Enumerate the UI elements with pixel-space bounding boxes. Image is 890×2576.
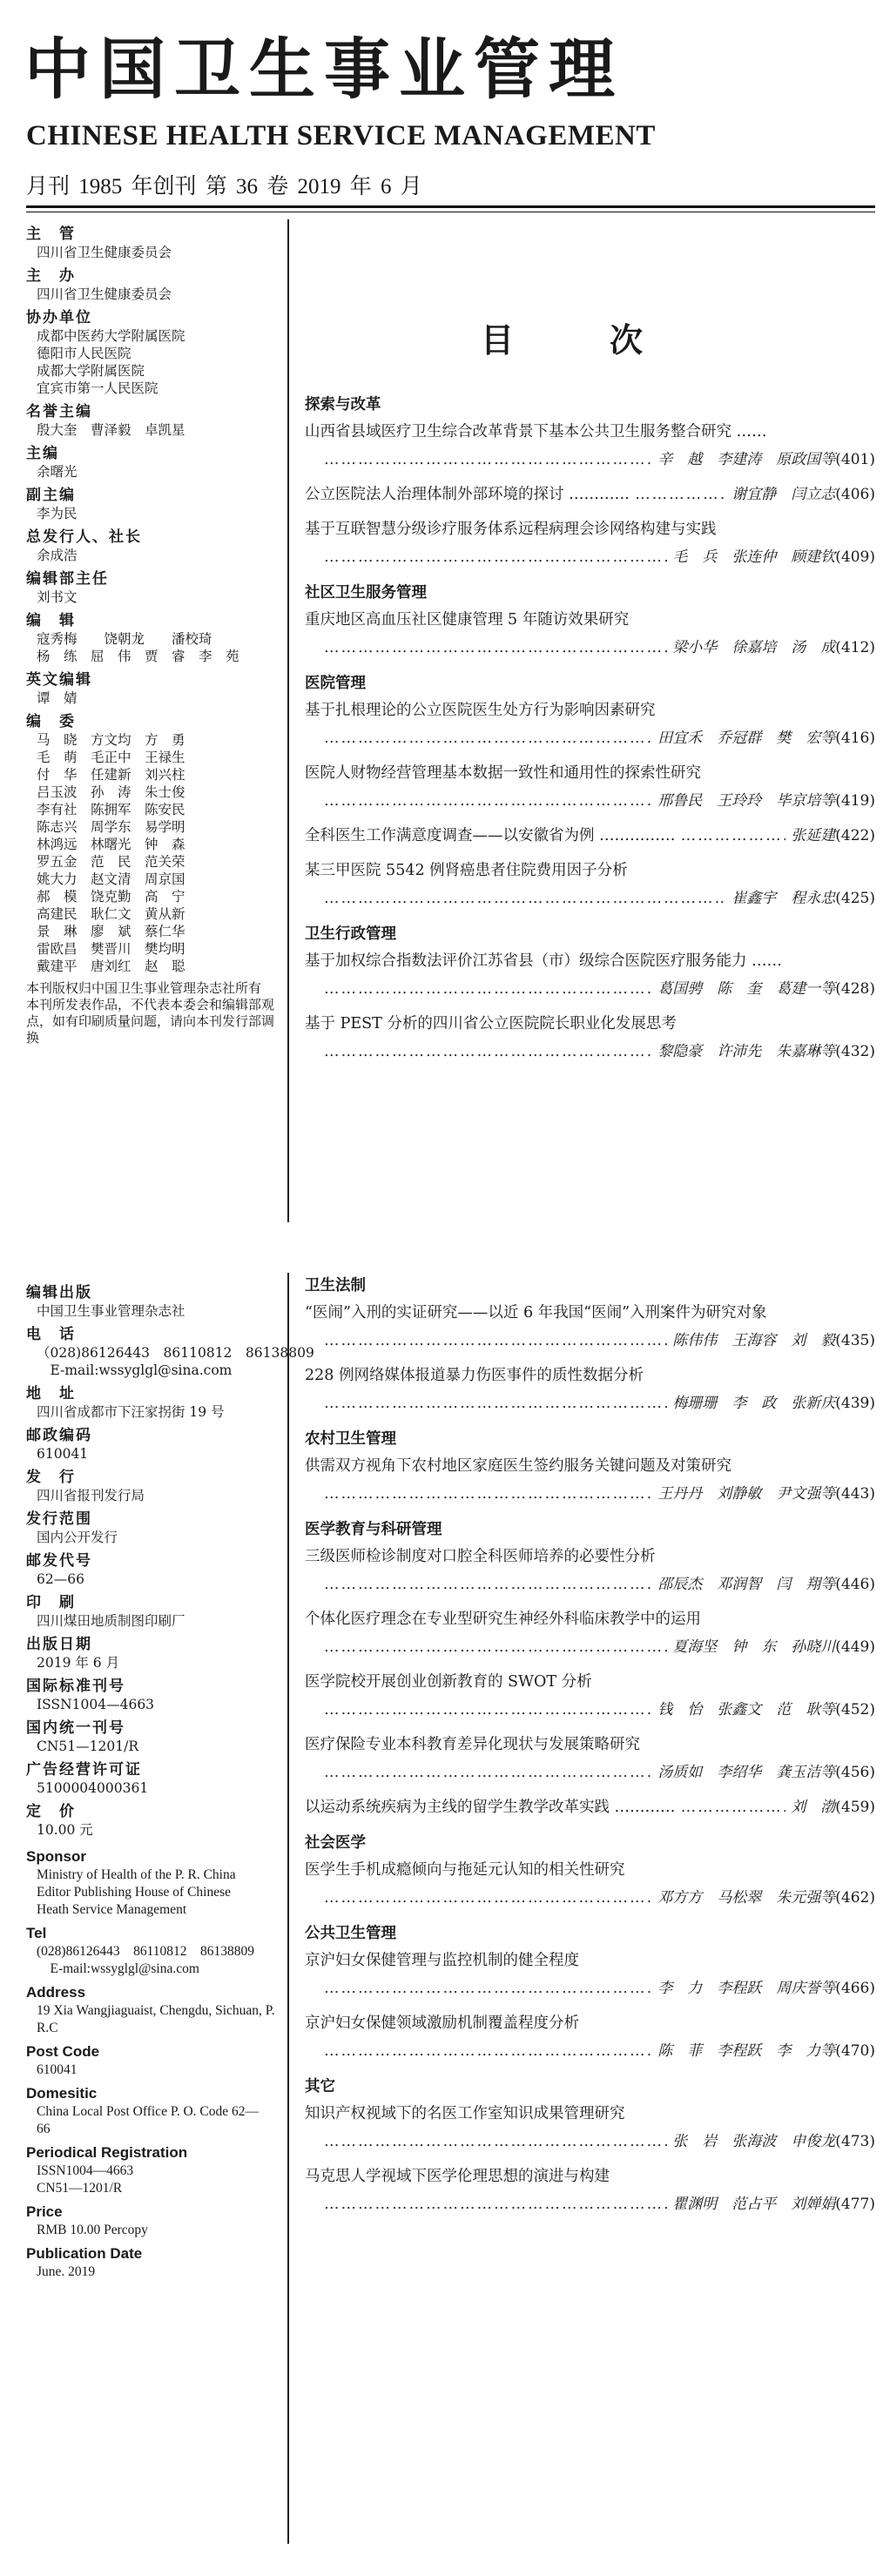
toc-section-heading: 探索与改革 <box>305 396 381 414</box>
toc-entry-page: (470) <box>835 2042 875 2060</box>
toc-entry-title: 228 例网络媒体报道暴力伤医事件的质性数据分析 <box>305 1367 644 1384</box>
toc-entry[interactable] <box>305 418 875 474</box>
toc-entry[interactable] <box>305 1668 875 1724</box>
masthead-value: 刘书文 <box>37 589 78 605</box>
masthead-section <box>26 1677 280 1713</box>
toc-entry[interactable] <box>305 1543 875 1598</box>
masthead-heading: Sponsor <box>26 1848 86 1865</box>
toc-entry-byline <box>305 1884 875 1912</box>
toc-entry[interactable] <box>305 481 875 508</box>
masthead-value: 四川省卫生健康委员会 <box>37 245 172 260</box>
toc-entry[interactable] <box>305 606 875 662</box>
toc-entry-authors: 邓方方 马松翠 朱元强等 <box>657 1889 836 1907</box>
toc-entry-authors: 梅珊珊 李 政 张新庆 <box>672 1395 836 1412</box>
toc-section-heading: 农村卫生管理 <box>305 1430 396 1448</box>
toc-entry-page: (462) <box>835 1889 875 1907</box>
toc-bottom <box>305 1273 875 2225</box>
leader-dots <box>305 1633 667 1661</box>
masthead-value: (028)86126443 86110812 86138809 <box>37 1944 254 1959</box>
toc-entry-authors: 田宜禾 乔冠群 樊 宏等 <box>657 730 836 747</box>
leader-dots <box>305 724 652 752</box>
leader-dots <box>305 787 652 815</box>
toc-entry-page: (416) <box>835 730 875 747</box>
toc-entry[interactable] <box>305 1947 875 2002</box>
toc-entry-title: 医学院校开展创业创新教育的 SWOT 分析 <box>305 1673 592 1691</box>
masthead-value: 陈志兴 周学东 易学明 <box>37 819 185 835</box>
leader-dots <box>305 1974 652 2002</box>
copyright-note: 本刊版权归中国卫生事业管理杂志社所有 本刊所发表作品，不代表本委会和编辑部观点，如有印刷质量问题，请向本刊发行部调换 <box>26 980 275 1046</box>
masthead-value: CN51—1201/R <box>37 2181 123 2196</box>
toc-entry-authors: 李 力 李程跃 周庆誉等 <box>657 1980 836 1997</box>
masthead-heading: 发行范围 <box>26 1510 92 1528</box>
masthead-value: 610041 <box>37 1446 89 1462</box>
masthead-section <box>26 1283 280 1320</box>
toc-entry[interactable] <box>305 1452 875 1508</box>
masthead-section <box>26 1635 280 1671</box>
masthead-section <box>26 266 280 303</box>
masthead-value: 毛 萌 毛正中 王禄生 <box>37 750 185 765</box>
masthead-heading: 定 价 <box>26 1803 76 1820</box>
toc-entry[interactable] <box>305 1010 875 1066</box>
masthead-heading: 发 行 <box>26 1469 76 1486</box>
toc-entry-byline <box>305 634 875 662</box>
toc-entry-authors: 王丹丹 刘静敏 尹文强等 <box>657 1485 836 1503</box>
masthead-value: 余曙光 <box>37 464 78 480</box>
masthead-value: 610041 <box>37 2062 78 2077</box>
masthead-value: 66 <box>37 2122 51 2136</box>
toc-entry-title: 京沪妇女保健管理与监控机制的健全程度 <box>305 1952 579 1969</box>
masthead-section <box>26 402 280 439</box>
toc-entry[interactable] <box>305 1856 875 1912</box>
toc-entry[interactable] <box>305 947 875 1003</box>
masthead-value: 谭 婧 <box>37 690 78 706</box>
toc-entry-byline <box>305 787 875 815</box>
toc-entry-title: 个体化医疗理念在专业型研究生神经外科临床教学中的运用 <box>305 1611 701 1628</box>
toc-entry-page: (419) <box>835 792 875 810</box>
leader-dots <box>305 446 652 474</box>
masthead-value: 吕玉波 孙 涛 朱士俊 <box>37 784 185 800</box>
masthead-section <box>26 2244 280 2281</box>
toc-entry-authors: 谢宜静 闫立志 <box>732 486 836 503</box>
toc-entry-byline <box>305 2037 875 2065</box>
masthead-value: 成都大学附属医院 <box>37 363 145 379</box>
masthead-value: 2019 年 6 月 <box>37 1655 120 1671</box>
masthead-heading: Price <box>26 2203 63 2220</box>
leader-dots <box>305 1759 652 1786</box>
masthead-heading: 主编 <box>26 445 59 462</box>
toc-entry-page: (443) <box>835 1485 875 1503</box>
toc-entry-title: 山西省县域医疗卫生综合改革背景下基本公共卫生服务整合研究 …… <box>305 423 767 441</box>
toc-entry-page: (456) <box>835 1764 875 1781</box>
masthead-heading: 地 址 <box>26 1385 76 1402</box>
masthead-section <box>26 1924 280 1978</box>
toc-entry-authors: 陈 菲 李程跃 李 力等 <box>657 2042 836 2060</box>
toc-entry-line <box>305 481 875 508</box>
toc-entry-byline <box>305 884 875 912</box>
leader-dots <box>305 1884 652 1912</box>
toc-entry-title: 马克思人学视域下医学伦理思想的演进与构建 <box>305 2168 610 2185</box>
masthead-heading: 编 委 <box>26 713 76 730</box>
masthead-section <box>26 670 280 707</box>
toc-entry-page: (401) <box>835 451 875 468</box>
masthead-heading: 名誉主编 <box>26 403 92 420</box>
masthead-value: 宜宾市第一人民医院 <box>37 380 158 396</box>
toc-entry-title: “医闹”入刑的实证研究——以近 6 年我国“医闹”入刑案件为研究对象 <box>305 1304 767 1322</box>
masthead-value: June. 2019 <box>37 2264 96 2279</box>
masthead-heading: Address <box>26 1984 86 2001</box>
toc-entry[interactable] <box>305 1299 875 1355</box>
leader-dots <box>305 1389 667 1417</box>
masthead-value: 雷欧昌 樊晋川 樊均明 <box>37 941 185 957</box>
toc-entry-byline <box>305 446 875 474</box>
toc-entry[interactable] <box>305 1362 875 1417</box>
masthead-heading: 主 办 <box>26 267 76 285</box>
masthead-section <box>26 569 280 606</box>
masthead-section <box>26 486 280 522</box>
masthead-heading: 总发行人、社长 <box>26 528 142 546</box>
masthead-value: E-mail:wssyglgl@sina.com <box>37 1961 199 1976</box>
masthead-section <box>26 2084 280 2138</box>
toc-entry-page: (466) <box>835 1980 875 1997</box>
masthead-value: 10.00 元 <box>37 1822 93 1838</box>
masthead-section <box>26 611 280 665</box>
toc-entry-title: 基于扎根理论的公立医院医生处方行为影响因素研究 <box>305 702 656 719</box>
toc-section-heading: 社会医学 <box>305 1834 366 1852</box>
masthead-value: 四川省报刊发行局 <box>37 1488 145 1503</box>
masthead-value: China Local Post Office P. O. Code 62— <box>37 2104 260 2119</box>
toc-entry-title: 全科医生工作满意度调查——以安徽省为例 …………… <box>305 827 676 844</box>
masthead-value: 成都中医药大学附属医院 <box>37 328 185 344</box>
masthead-bottom <box>26 1283 314 2286</box>
header-rule-thick <box>26 205 875 208</box>
masthead-heading: 邮政编码 <box>26 1427 92 1444</box>
masthead-value: 四川煤田地质制图印刷厂 <box>37 1613 185 1629</box>
toc-entry-page: (439) <box>835 1395 875 1412</box>
toc-title: 目次 <box>481 321 739 360</box>
toc-entry-title: 基于互联智慧分级诊疗服务体系远程病理会诊网络构建与实践 <box>305 521 717 538</box>
masthead-heading: 出版日期 <box>26 1636 92 1653</box>
masthead-value: 四川省卫生健康委员会 <box>37 286 172 302</box>
masthead-section <box>26 1983 280 2037</box>
leader-dots <box>305 884 726 912</box>
masthead-value: 四川省成都市下汪家拐街 19 号 <box>37 1404 225 1420</box>
toc-entry-page: (428) <box>835 980 875 998</box>
masthead-heading: 印 刷 <box>26 1594 76 1611</box>
toc-entry-authors: 黎隐豪 许沛先 朱嘉琳等 <box>657 1043 836 1060</box>
toc-entry-title: 医院人财物经营管理基本数据一致性和通用性的探索性研究 <box>305 764 701 782</box>
toc-entry-title: 医疗保险专业本科教育差异化现状与发展策略研究 <box>305 1736 640 1753</box>
masthead-value: 62—66 <box>37 1571 84 1587</box>
toc-entry-page: (477) <box>835 2196 875 2213</box>
leader-dots <box>305 634 667 662</box>
masthead-value: 殷大奎 曹泽毅 卓凯星 <box>37 422 185 438</box>
toc-entry-byline <box>305 1480 875 1508</box>
toc-entry-byline <box>305 1974 875 2002</box>
toc-entry[interactable] <box>305 1731 875 1786</box>
issue-info: 月刊 1985 年创刊 第 36 卷 2019 年 6 月 <box>26 175 422 198</box>
toc-entry-authors: 崔鑫宇 程永忠 <box>732 890 836 907</box>
masthead-value: 杨 练 屈 伟 贾 睿 李 苑 <box>37 649 239 664</box>
column-divider-top <box>287 219 289 1222</box>
toc-section-heading: 医学教育与科研管理 <box>305 1521 442 1538</box>
toc-entry-byline <box>305 1696 875 1724</box>
masthead-value: （028)86126443 86110812 86138809 <box>37 1345 314 1361</box>
masthead-heading: 协办单位 <box>26 309 92 326</box>
toc-entry[interactable] <box>305 2009 875 2065</box>
toc-entry-page: (435) <box>835 1332 875 1349</box>
masthead-section <box>26 2203 280 2239</box>
masthead-section <box>26 1847 280 1919</box>
masthead-section <box>26 1468 280 1504</box>
masthead-value: 德阳市人民医院 <box>37 346 131 361</box>
toc-entry-title: 医学生手机成瘾倾向与拖延元认知的相关性研究 <box>305 1861 625 1879</box>
journal-title-cn: 中国卫生事业管理 <box>24 30 624 108</box>
masthead-section <box>26 1760 280 1797</box>
leader-dots <box>305 543 667 571</box>
masthead-value: Editor Publishing House of Chinese <box>37 1885 232 1900</box>
leader-dots <box>676 822 786 850</box>
toc-entry-title: 知识产权视域下的名医工作室知识成果管理研究 <box>305 2105 625 2122</box>
masthead-value: 19 Xia Wangjiaguaist, Chengdu, Sichuan, P. <box>37 2003 275 2018</box>
toc-entry[interactable] <box>305 822 875 850</box>
masthead-value: 中国卫生事业管理杂志社 <box>37 1303 185 1319</box>
toc-entry-authors: 邵辰杰 邓润智 闫 翔等 <box>657 1576 836 1593</box>
masthead-section <box>26 712 280 975</box>
column-divider-bottom <box>287 1273 289 2544</box>
toc-entry-page: (406) <box>835 486 875 503</box>
toc-entry-title: 基于加权综合指数法评价江苏省县（市）级综合医院医疗服务能力 …… <box>305 952 783 970</box>
masthead-section <box>26 1510 280 1546</box>
masthead-heading: 编辑部主任 <box>26 570 109 588</box>
toc-entry[interactable] <box>305 2100 875 2156</box>
masthead-heading: Tel <box>26 1925 47 1941</box>
masthead-section <box>26 1325 314 1379</box>
masthead-value: 寇秀梅 饶朝龙 潘校琦 <box>37 631 212 647</box>
toc-entry-line <box>305 822 875 850</box>
toc-entry-byline <box>305 1038 875 1066</box>
masthead-value: Ministry of Health of the P. R. China <box>37 1867 236 1882</box>
toc-entry-authors: 汤质如 李绍华 龚玉洁等 <box>657 1764 836 1781</box>
toc-entry-authors: 瞿渊明 范占平 刘婵娟 <box>672 2196 836 2213</box>
masthead-value: 5100004000361 <box>37 1780 149 1796</box>
toc-entry-line <box>305 1793 875 1821</box>
toc-entry-authors: 毛 兵 张连仲 顾建钦 <box>672 548 836 566</box>
journal-title-en: CHINESE HEALTH SERVICE MANAGEMENT <box>26 120 656 151</box>
toc-entry-title: 某三甲医院 5542 例肾癌患者住院费用因子分析 <box>305 862 628 879</box>
toc-entry-title: 以运动系统疾病为主线的留学生教学改革实践 ………… <box>305 1799 676 1816</box>
masthead-value: R.C <box>37 2021 58 2035</box>
toc-entry-page: (452) <box>835 1701 875 1718</box>
masthead-value: ISSN1004—4663 <box>37 2163 134 2178</box>
masthead-section <box>26 1426 280 1463</box>
masthead-section <box>26 1551 280 1588</box>
leader-dots <box>305 1038 652 1066</box>
toc-entry-authors: 梁小华 徐嘉培 汤 成 <box>672 639 836 656</box>
toc-entry-byline <box>305 1633 875 1661</box>
toc-entry-authors: 邢鲁民 王玲玲 毕京培等 <box>657 792 836 810</box>
toc-entry-authors: 夏海坚 钟 东 孙晓川 <box>672 1638 836 1656</box>
toc-section-heading: 社区卫生服务管理 <box>305 584 427 602</box>
masthead-value: RMB 10.00 Percopy <box>37 2223 148 2237</box>
toc-entry-title: 公立医院法人治理体制外部环境的探讨 ………… <box>305 486 630 503</box>
toc-entry-byline <box>305 543 875 571</box>
toc-entry-byline <box>305 1759 875 1786</box>
masthead-value: 罗五金 范 民 范关荣 <box>37 854 185 870</box>
leader-dots <box>305 1327 667 1355</box>
masthead-heading: 主 管 <box>26 225 76 243</box>
toc-entry-title: 三级医师检诊制度对口腔全科医师培养的必要性分析 <box>305 1548 656 1565</box>
masthead-heading: 电 话 <box>26 1326 76 1343</box>
toc-entry-authors: 张 岩 张海波 申俊龙 <box>672 2133 836 2150</box>
toc-entry-authors: 张延建 <box>791 827 836 844</box>
masthead-value: 高建民 耿仁文 黄从新 <box>37 906 185 922</box>
toc-entry-byline <box>305 724 875 752</box>
masthead-section <box>26 2143 280 2197</box>
masthead-value: 郝 模 饶克勤 高 宁 <box>37 889 185 905</box>
leader-dots <box>305 1696 652 1724</box>
masthead-value: 余成浩 <box>37 548 78 563</box>
masthead-value: 戴建平 唐刘红 赵 聪 <box>37 958 185 974</box>
masthead-heading: Periodical Registration <box>26 2144 188 2161</box>
toc-entry[interactable] <box>305 515 875 571</box>
toc-entry-page: (432) <box>835 1043 875 1060</box>
toc-entry-authors: 葛国骋 陈 奎 葛建一等 <box>657 980 836 998</box>
masthead-section <box>26 225 280 261</box>
masthead-heading: 编辑出版 <box>26 1284 92 1301</box>
masthead-heading: 国际标准刊号 <box>26 1678 125 1695</box>
toc-section-heading: 公共卫生管理 <box>305 1925 396 1942</box>
masthead-value: 李有社 陈拥军 陈安民 <box>37 802 185 817</box>
toc-entry-page: (409) <box>835 548 875 566</box>
masthead-section <box>26 1384 280 1421</box>
toc-entry-byline <box>305 1570 875 1598</box>
toc-entry-authors: 辛 越 李建涛 原政国等 <box>657 451 836 468</box>
masthead-heading: 广告经营许可证 <box>26 1761 142 1779</box>
masthead-heading: Domesitic <box>26 2085 98 2102</box>
toc-entry-title: 重庆地区高血压社区健康管理 5 年随访效果研究 <box>305 611 630 629</box>
toc-entry-page: (449) <box>835 1638 875 1656</box>
toc-entry-byline <box>305 1389 875 1417</box>
toc-section-heading: 医院管理 <box>305 675 366 692</box>
toc-entry-byline <box>305 2128 875 2156</box>
toc-entry-page: (412) <box>835 639 875 656</box>
masthead-top <box>26 225 280 1046</box>
toc-entry-title: 供需双方视角下农村地区家庭医生签约服务关键问题及对策研究 <box>305 1457 732 1475</box>
toc-entry-page: (422) <box>835 827 875 844</box>
toc-entry-byline <box>305 1327 875 1355</box>
toc-entry[interactable] <box>305 1605 875 1661</box>
masthead-heading: 英文编辑 <box>26 671 92 689</box>
masthead-heading: Post Code <box>26 2043 100 2060</box>
leader-dots <box>305 1480 652 1508</box>
masthead-value: 林鸿远 林曙光 钟 森 <box>37 837 185 852</box>
toc-section-heading: 其它 <box>305 2078 335 2095</box>
masthead-heading: 邮发代号 <box>26 1552 92 1570</box>
masthead-heading: Publication Date <box>26 2245 143 2262</box>
toc-entry-authors: 陈伟伟 王海容 刘 毅 <box>672 1332 836 1349</box>
masthead-section <box>26 444 280 481</box>
toc-entry-page: (473) <box>835 2133 875 2150</box>
masthead-section <box>26 1802 280 1839</box>
toc-section-heading: 卫生行政管理 <box>305 925 396 943</box>
toc-entry-page: (459) <box>835 1799 875 1816</box>
toc-entry-title: 京沪妇女保健领域激励机制覆盖程度分析 <box>305 2014 579 2032</box>
toc-section-heading: 卫生法制 <box>305 1277 366 1295</box>
masthead-value: E-mail:wssyglgl@sina.com <box>37 1362 233 1378</box>
masthead-value: 姚大力 赵文清 周京国 <box>37 871 185 887</box>
leader-dots <box>305 1570 652 1598</box>
leader-dots <box>305 975 652 1003</box>
toc-entry[interactable] <box>305 696 875 752</box>
masthead-section <box>26 308 280 397</box>
toc-entry-page: (425) <box>835 890 875 907</box>
masthead-section <box>26 2042 280 2079</box>
masthead-heading: 编 辑 <box>26 612 76 629</box>
toc-entry[interactable] <box>305 857 875 912</box>
toc-entry-byline <box>305 975 875 1003</box>
toc-entry-title: 基于 PEST 分析的四川省公立医院院长职业化发展思考 <box>305 1015 677 1032</box>
masthead-value: 李为民 <box>37 506 78 521</box>
toc-entry[interactable] <box>305 759 875 815</box>
toc-entry-byline <box>305 2190 875 2218</box>
leader-dots <box>305 2190 667 2218</box>
masthead-value: 景 琳 廖 斌 蔡仁华 <box>37 924 185 939</box>
masthead-value: CN51—1201/R <box>37 1739 138 1754</box>
toc-top <box>305 392 875 1073</box>
masthead-value: 付 华 任建新 刘兴柱 <box>37 767 185 783</box>
masthead-value: 马 晓 方文均 方 勇 <box>37 732 185 748</box>
leader-dots <box>305 2037 652 2065</box>
masthead-value: Heath Service Management <box>37 1902 187 1917</box>
masthead-heading: 副主编 <box>26 487 76 504</box>
leader-dots <box>676 1793 786 1821</box>
toc-entry-authors: 刘 渤 <box>791 1799 836 1816</box>
leader-dots <box>630 481 726 508</box>
toc-entry[interactable] <box>305 1793 875 1821</box>
masthead-section <box>26 1718 280 1755</box>
toc-entry-page: (446) <box>835 1576 875 1593</box>
masthead-value: 国内公开发行 <box>37 1530 118 1545</box>
masthead-value: ISSN1004—4663 <box>37 1697 155 1712</box>
toc-entry-authors: 钱 怡 张鑫文 范 耿等 <box>657 1701 836 1718</box>
toc-entry[interactable] <box>305 2162 875 2218</box>
leader-dots <box>305 2128 667 2156</box>
masthead-section <box>26 1593 280 1630</box>
masthead-heading: 国内统一刊号 <box>26 1719 125 1737</box>
masthead-section <box>26 528 280 564</box>
